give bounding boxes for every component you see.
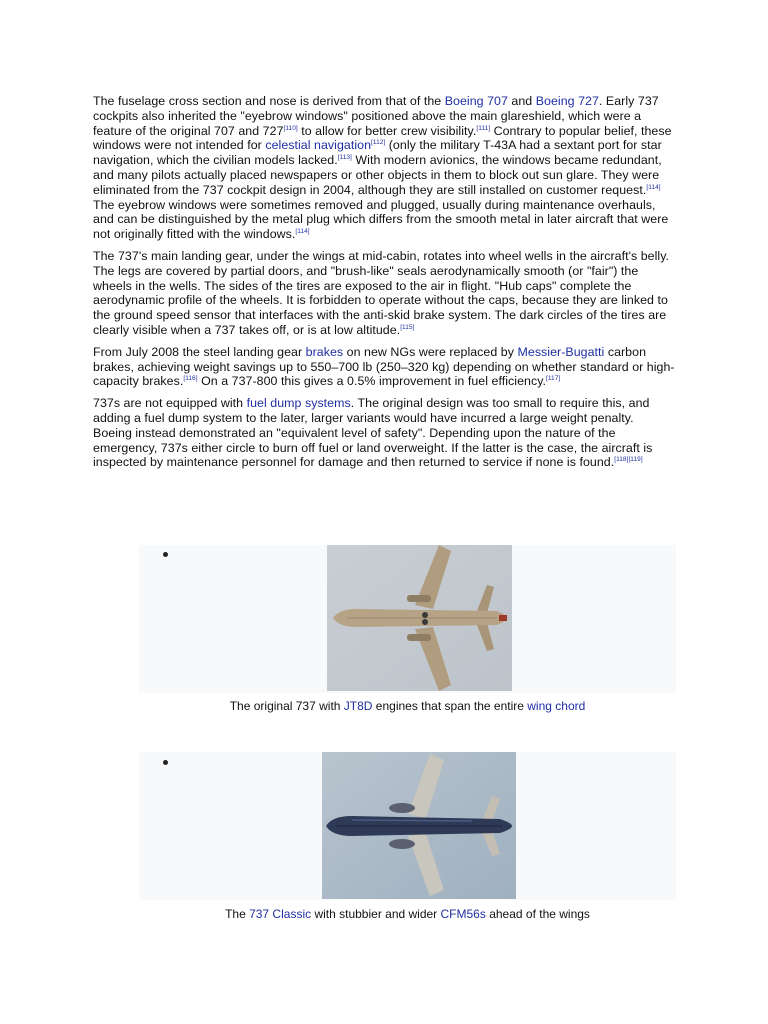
- airplane-illustration: [327, 545, 512, 691]
- text-run: carbon brakes, achieving weight savings up to 550–700 lb (250–320 kg) depending on whether standard or high-capacity brakes.: [93, 344, 675, 389]
- reference-link[interactable]: [117]: [546, 375, 561, 383]
- text-run: On a 737-800 this gives a 0.5% improvement in fuel efficiency.: [197, 374, 547, 389]
- reference-link[interactable]: [114]: [295, 228, 310, 236]
- airplane-illustration: [322, 752, 516, 899]
- text-run: and: [507, 94, 536, 108]
- article-body: [93, 94, 675, 477]
- bullet-icon: [163, 760, 168, 765]
- gallery-caption-1: [139, 699, 676, 713]
- text-run: ahead of the wings: [485, 907, 590, 921]
- reference-link[interactable]: [118]: [614, 456, 629, 464]
- paragraph-brakes: [93, 345, 675, 389]
- reference-link[interactable]: [112]: [371, 139, 386, 147]
- inline-link[interactable]: Messier-Bugatti: [517, 344, 605, 359]
- inline-link[interactable]: wing chord: [527, 699, 586, 713]
- inline-link[interactable]: Boeing 707: [444, 94, 508, 108]
- text-run: . The original design was too small to require this, and adding a fuel dump system to the later, larger variants would have incurred a large weight penalty. Boeing instead demonstrated an "equivalent level of safety". Depending upon the nature of the emergency, 737s either circle to burn off fuel or land overweight. If the latter is the case, the aircraft is inspected by maintenance personnel for damage and then returned to service if none is found.: [93, 396, 653, 470]
- reference-link[interactable]: [119]: [628, 456, 643, 464]
- text-run: engines that span the entire: [372, 699, 528, 713]
- text-run: 737s are not equipped with: [93, 396, 247, 411]
- text-run: The: [225, 907, 250, 921]
- text-run: with stubbier and wider: [311, 907, 441, 921]
- text-run: From July 2008 the steel landing gear: [93, 344, 306, 359]
- reference-link[interactable]: [115]: [400, 323, 415, 331]
- reference-link[interactable]: [114]: [646, 183, 661, 191]
- text-run: . Early 737 cockpits also inherited the "eyebrow windows" positioned above the main glareshield, which were a feature of the original 707 and 727: [93, 94, 659, 138]
- gallery-caption-2: [139, 907, 676, 921]
- inline-link[interactable]: celestial navigation: [265, 138, 372, 153]
- inline-link[interactable]: Boeing 727: [535, 94, 599, 108]
- text-run: The original 737 with: [229, 699, 344, 713]
- inline-link[interactable]: JT8D: [343, 699, 373, 713]
- text-run: The eyebrow windows were sometimes removed and plugged, usually during maintenance overhauls, and can be distinguished by the metal plug which differs from the smooth metal in later aircraft that were not originally fitted with the windows.: [93, 197, 669, 242]
- inline-link[interactable]: CFM56s: [440, 907, 486, 921]
- airplane-photo-original-737[interactable]: [327, 545, 512, 691]
- reference-link[interactable]: [116]: [183, 375, 198, 383]
- text-run: to allow for better crew visibility.: [297, 123, 477, 138]
- text-run: The fuselage cross section and nose is derived from that of the: [93, 94, 445, 108]
- bullet-icon: [163, 552, 168, 557]
- reference-link[interactable]: [110]: [283, 124, 298, 132]
- text-run: Contrary to popular belief, these windows were not intended for: [93, 123, 672, 153]
- paragraph-landing-gear: [93, 249, 675, 338]
- text-run: (only the military T-43A had a sextant port for star navigation, which the civilian models lacked.: [93, 138, 662, 168]
- inline-link[interactable]: 737 Classic: [249, 907, 312, 921]
- paragraph-fuel-dump: [93, 396, 675, 470]
- text-run: on new NGs were replaced by: [343, 344, 518, 359]
- text-run: With modern avionics, the windows became redundant, and many pilots actually placed newspapers or other objects in them to block out sun glare. They were eliminated from the 737 cockpit design in 2004, although they are still installed on customer request.: [93, 153, 662, 197]
- inline-link[interactable]: fuel dump systems: [246, 396, 351, 411]
- paragraph-fuselage: [93, 94, 675, 242]
- reference-link[interactable]: [111]: [476, 124, 491, 132]
- text-run: The 737's main landing gear, under the wings at mid-cabin, rotates into wheel wells in the aircraft's belly. The legs are covered by partial doors, and "brush-like" seals aerodynamically smooth (or "fair") the wheels in the wells. The sides of the tires are exposed to the air in flight. "Hub caps" complete the aerodynamic profile of the wheels. It is forbidden to operate without the caps, because they are linked to the ground speed sensor that interfaces with the anti-skid brake system. The dark circles of the tires are clearly visible when a 737 takes off, or is at low altitude.: [93, 248, 670, 337]
- inline-link[interactable]: brakes: [305, 344, 344, 359]
- airplane-photo-737-classic[interactable]: [322, 752, 516, 899]
- reference-link[interactable]: [113]: [337, 154, 352, 162]
